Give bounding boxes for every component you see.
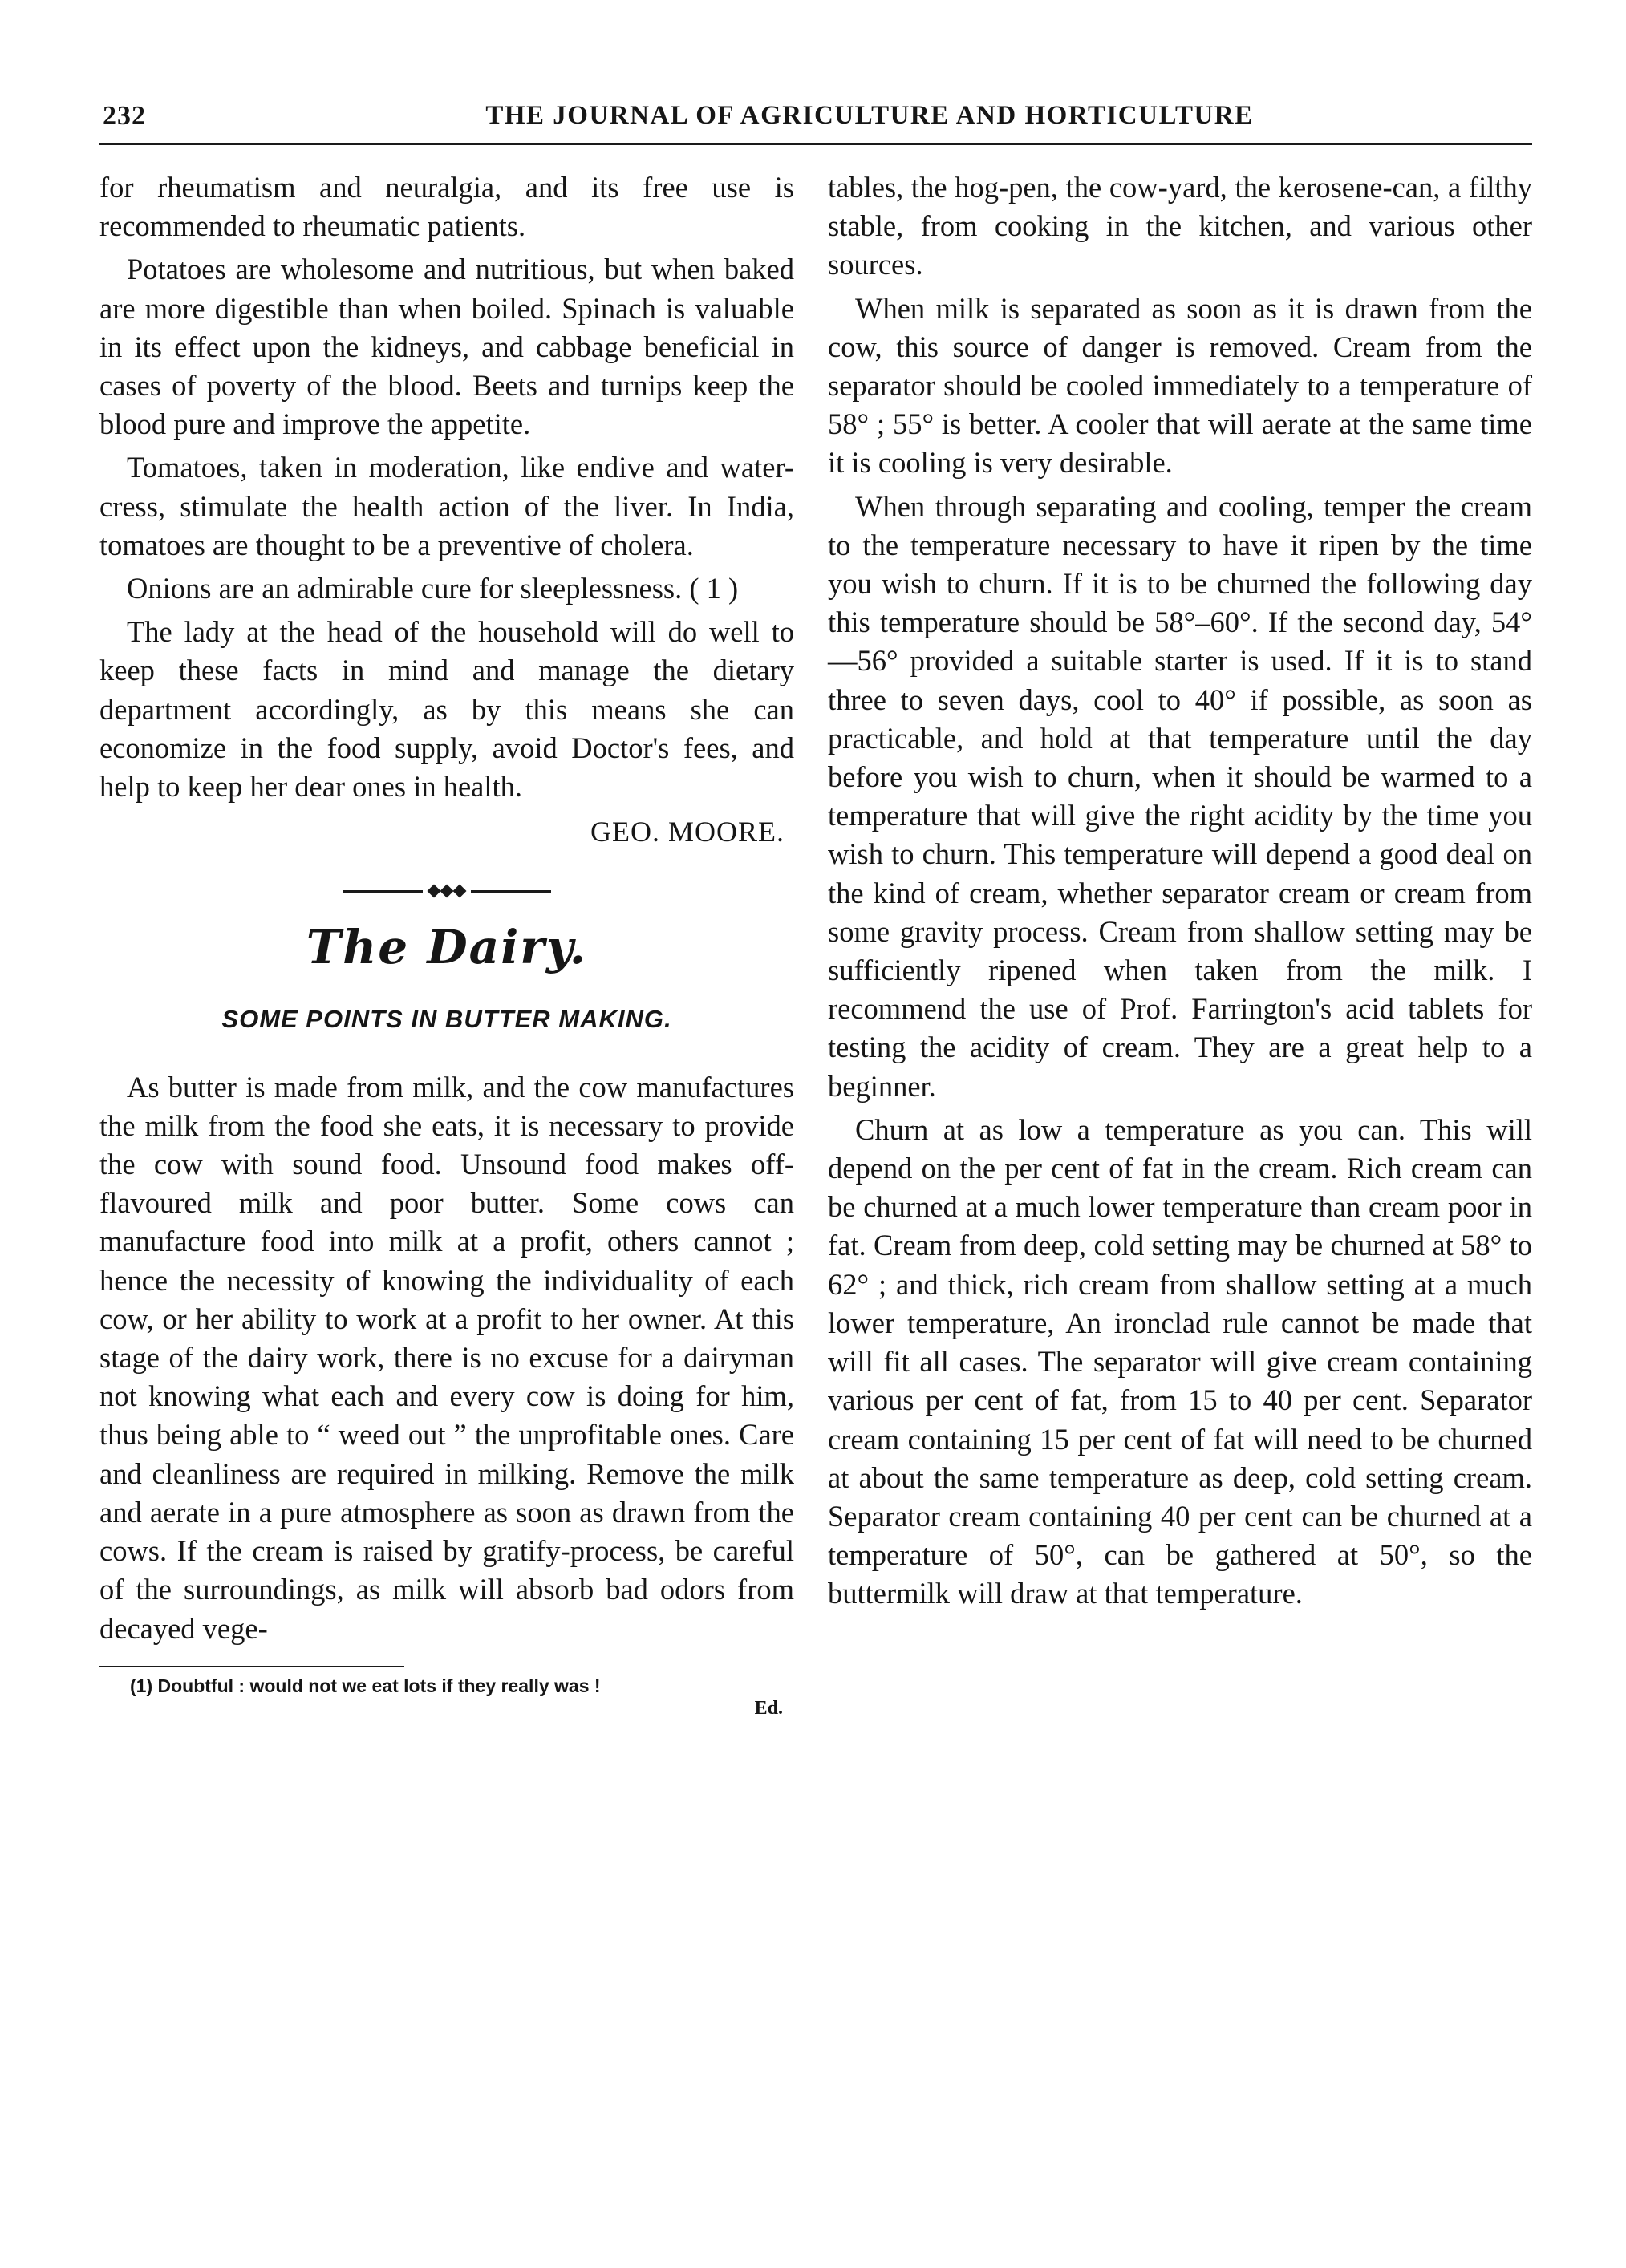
paragraph: tables, the hog-pen, the cow-yard, the kerosene-can, a filthy stable, from cooking in the kitchen, and various other sources. xyxy=(828,171,1532,281)
journal-title: THE JOURNAL OF AGRICULTURE AND HORTICULTURE xyxy=(485,101,1254,130)
footnote-rule xyxy=(99,1666,404,1667)
author-signature: GEO. MOORE. xyxy=(590,816,785,848)
section-title: The Dairy. xyxy=(306,920,588,975)
paragraph: When through separating and cooling, temper the cream to the temperature necessary to have it ripen by the time you wish to churn. If it is to be churned the following day this temperature should be 58°–60°. If the second day, 54°—56° provided a suitable starter is used. If it is to stand three to seven days, cool to 40° if possible, as soon as practicable, and hold at that temperature until the day before you wish to churn, when it should be warmed to a temperature that will give the right acidity by the time you wish to churn. This temperature will depend a good deal on the kind of cream, whether separator cream or cream from some gravity process. Cream from shallow setting may be sufficiently ripened when taken from the milk. I recommend the use of Prof. Farrington's acid tablets for testing the acidity of cream. They are a great help to a beginner. xyxy=(828,489,1532,1103)
divider-line-left xyxy=(343,890,423,893)
article-subheading: SOME POINTS IN BUTTER MAKING. xyxy=(221,1005,672,1034)
divider-diamond xyxy=(428,885,441,898)
left-column xyxy=(99,168,794,1719)
divider-diamond xyxy=(440,885,454,898)
ornamental-divider xyxy=(343,885,551,897)
paragraph: Potatoes are wholesome and nutritious, but when baked are more digestible than when boiled. Spinach is valuable in its effect upon the kidneys, and cabbage beneficial in cases of poverty of the blood. Beets and turnips keep the blood pure and improve the appetite. xyxy=(99,253,794,441)
footnote: (1) Doubtful : would not we eat lots if they really was ! xyxy=(130,1675,601,1696)
paragraph: When milk is separated as soon as it is drawn from the cow, this source of danger is removed. Cream from the separator should be cooled immediately to a temperature of 58° ; 55° is better. A cooler that will aerate at the same time it is cooling is very desirable. xyxy=(828,291,1532,480)
paragraph: Tomatoes, taken in moderation, like endive and water-cress, stimulate the health action of the liver. In India, tomatoes are thought to be a preventive of cholera. xyxy=(99,451,794,561)
footnote-editor-mark: Ed. xyxy=(754,1697,783,1719)
right-column xyxy=(828,168,1532,1614)
divider-diamond xyxy=(453,885,467,898)
paragraph: As butter is made from milk, and the cow manufactures the milk from the food she eats, it is necessary to provide the cow with sound food. Unsound food makes off-flavoured milk and poor butter. Some cows can manufacture food into milk at a profit, others cannot ; hence the necessity of knowing the individuality of each cow, or her ability to work at a profit to her owner. At this stage of the dairy work, there is no excuse for a dairyman not knowing what each and every cow is doing for him, thus being able to “ weed out ” the unprofitable ones. Care and cleanliness are required in milking. Remove the milk and aerate in a pure atmosphere as soon as drawn from the cows. If the cream is raised by gratify-process, be careful of the surroundings, as milk will absorb bad odors from decayed vege- xyxy=(99,1070,794,1645)
paragraph: Onions are an admirable cure for sleeplessness. ( 1 ) xyxy=(127,572,739,605)
paragraph: The lady at the head of the household will do well to keep these facts in mind and manage the dietary department accordingly, as by this means she can economize in the food supply, avoid Doctor's fees, and help to keep her dear ones in health. xyxy=(99,615,794,804)
paragraph: for rheumatism and neuralgia, and its free use is recommended to rheumatic patients. xyxy=(99,171,794,243)
header-rule xyxy=(99,143,1532,145)
page-number: 232 xyxy=(103,101,146,131)
paragraph: Churn at as low a temperature as you can. This will depend on the per cent of fat in the cream. Rich cream can be churned at a much lower temperature than cream poor in fat. Cream from deep, cold setting may be churned at 58° to 62° ; and thick, rich cream from shallow setting at a much lower temperature, An ironclad rule cannot be made that will fit all cases. The separator will give cream containing various per cent of fat, from 15 to 40 per cent. Separator cream containing 15 per cent of fat will need to be churned at about the same temperature as deep, cold setting cream. Separator cream containing 40 per cent can be churned at a temperature of 50°, can be gathered at 50°, so the buttermilk will draw at that temperature. xyxy=(828,1112,1532,1610)
page-header xyxy=(99,95,1532,136)
divider-line-right xyxy=(471,890,551,893)
